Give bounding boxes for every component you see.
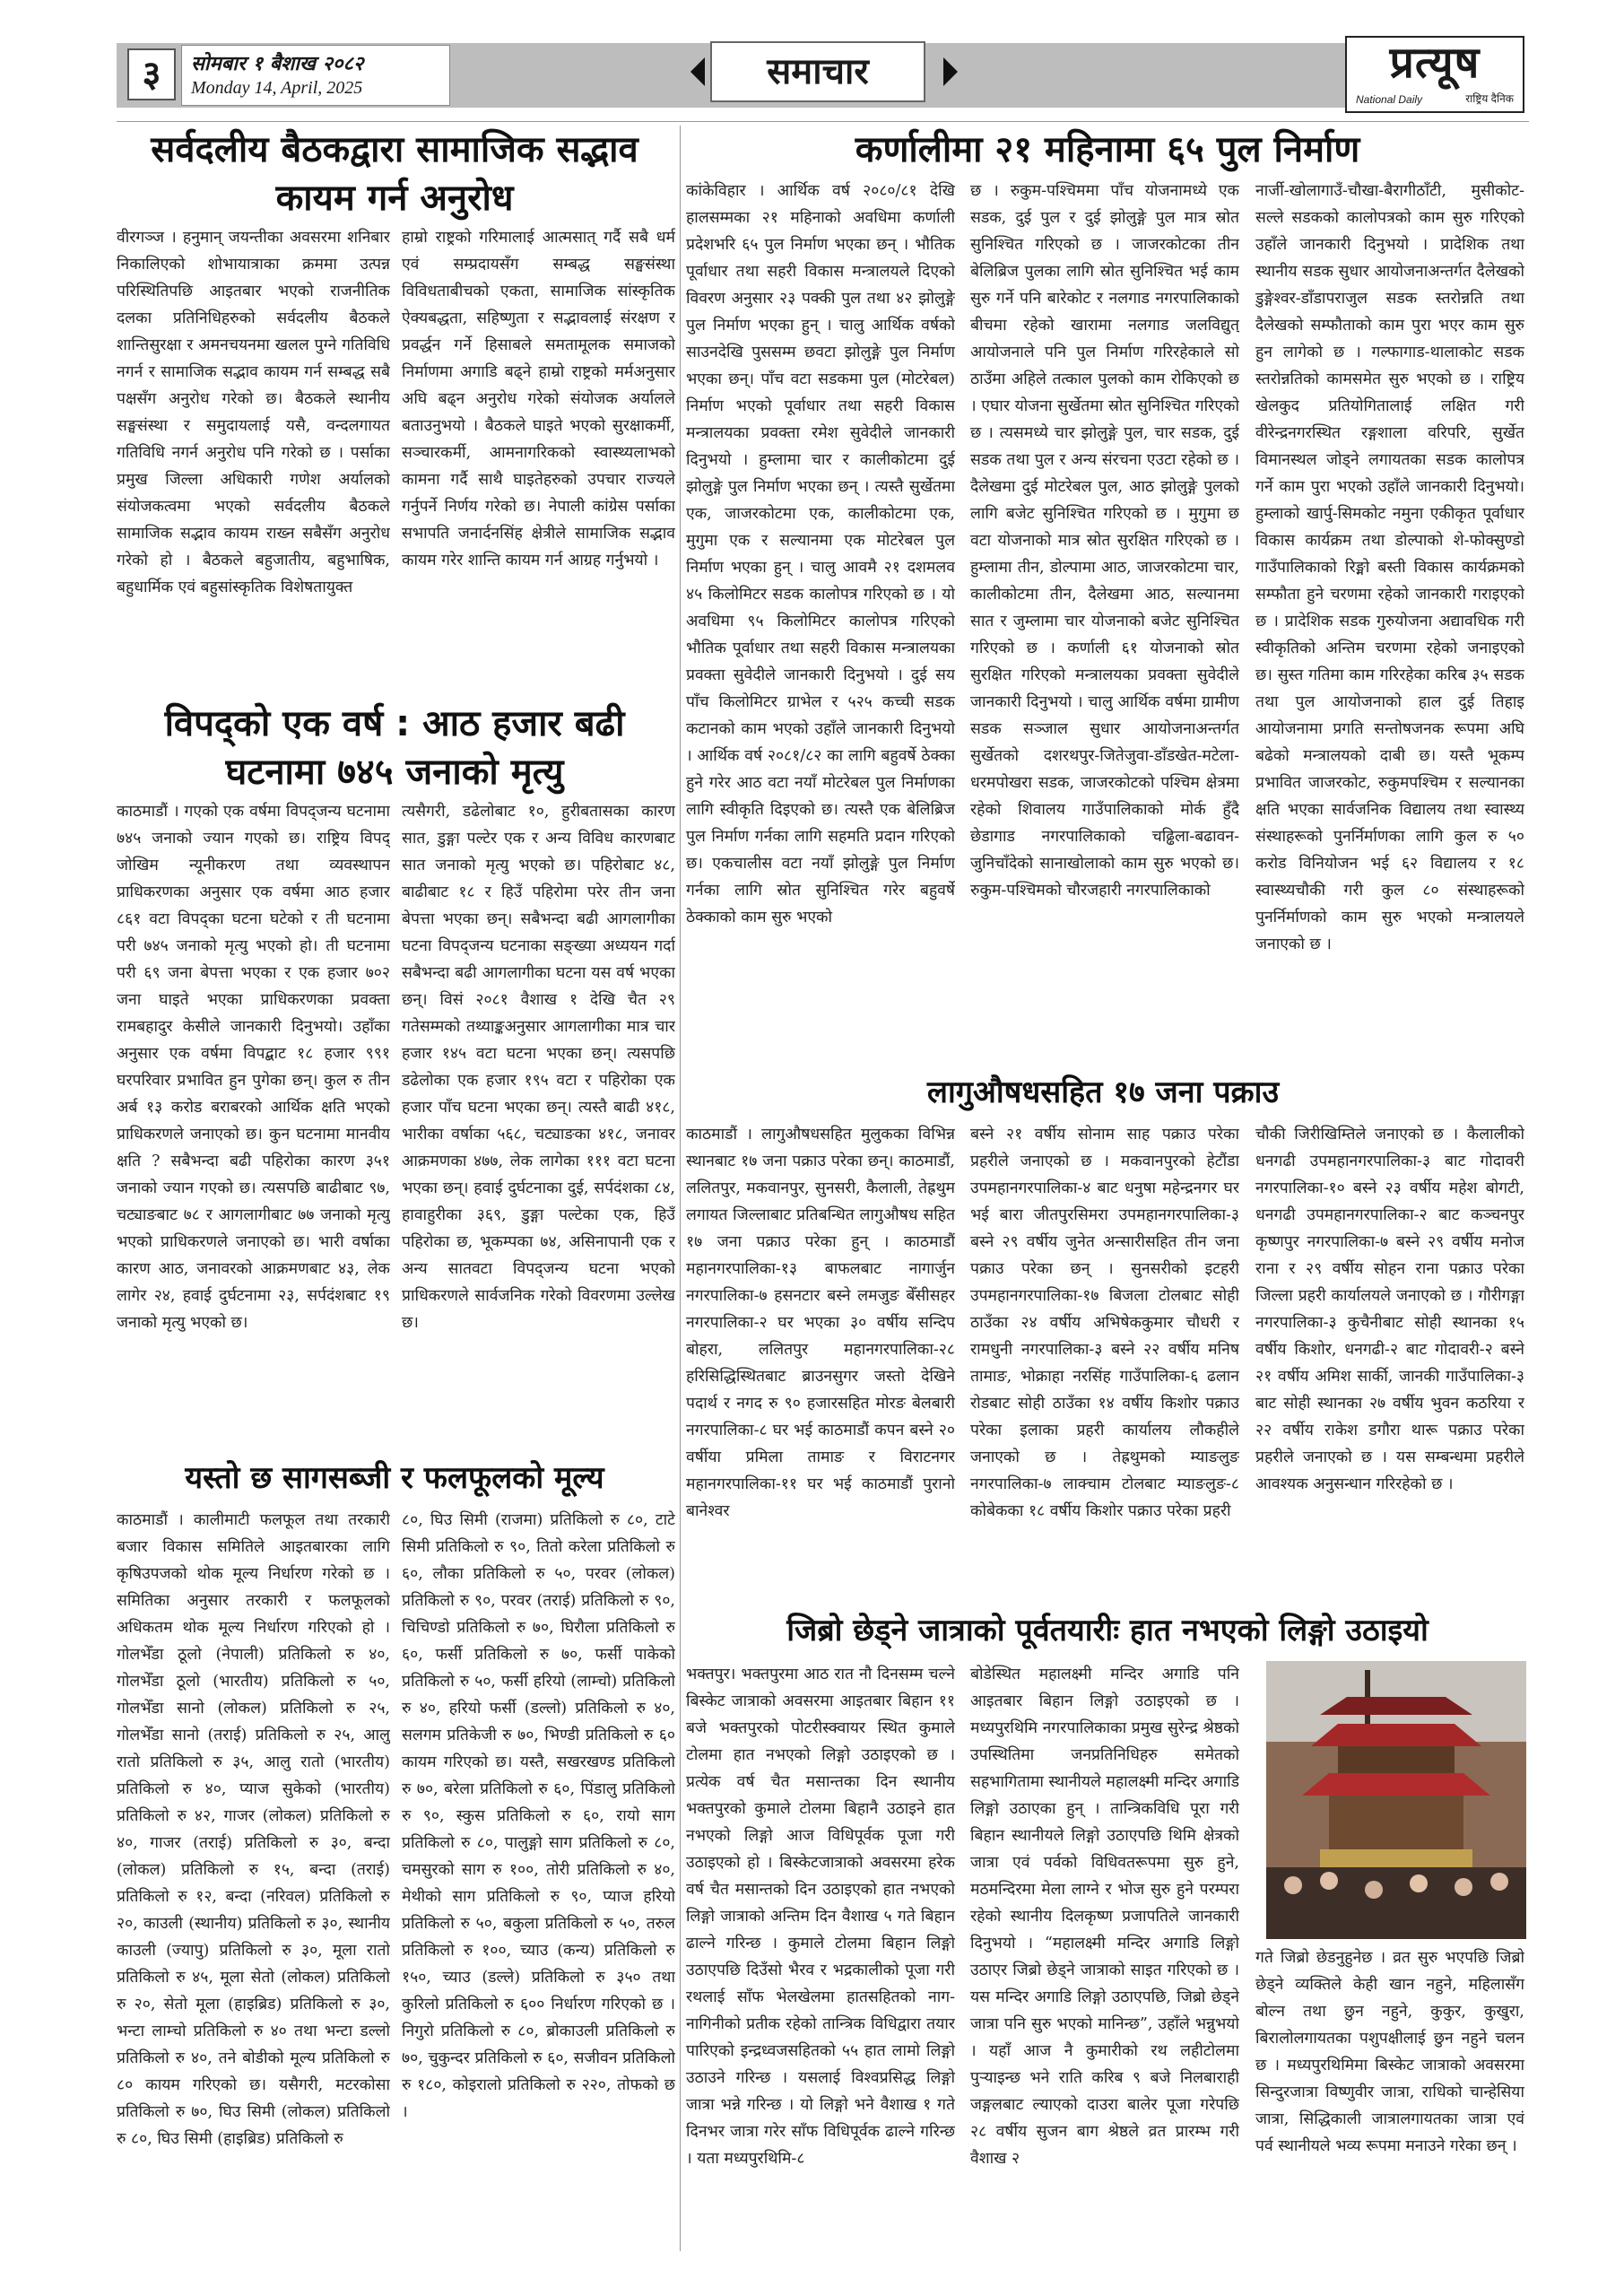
newspaper-logo (1345, 36, 1524, 113)
column-divider (680, 126, 681, 2251)
headline-karnali: कर्णालीमा २१ महिनामा ६५ पुल निर्माण (855, 129, 1360, 170)
jatra-photo (1266, 1661, 1526, 1939)
date-english: Monday 14, April, 2025 (191, 78, 363, 98)
article-saagsabji-col2: ८०, घिउ सिमी (राजमा) प्रतिकिलो रु ८०, टाटे सिमी प्रतिकिलो रु ९०, तितो करेला प्रतिकिलो रु ६०, लौका प्रतिकिलो रु ५०, परवर (लोकल) प्रतिकिलो रु ९०, परवर (तराई) प्रतिकिलो रु ९०, चिचिण्डो प्रतिकिलो रु ७०, घिरौला प्रतिकिलो रु ६०, फर्सी प्रतिकिलो रु ७०, फर्सी पाकेको प्रतिकिलो रु ५०, फर्सी हरियो (लाम्चो) प्रतिकिलो रु ४०, हरियो फर्सी (डल्लो) प्रतिकिलो रु ४०, सलगम प्रतिकेजी रु ७०, भिण्डी प्रतिकिलो रु ६० कायम गरिएको छ। यस्तै, सखरखण्ड प्रतिकिलो रु ७०, बरेला प्रतिकिलो रु ६०, पिंडालु प्रतिकिलो रु ९०, स्कुस प्रतिकिलो रु ६०, रायो साग प्रतिकिलो रु ८०, पालुङ्गो साग प्रतिकिलो रु ८०, चमसुरको साग रु १००, तोरी प्रतिकिलो रु ४०, मेथीको साग प्रतिकिलो रु ९०, प्याज हरियो प्रतिकिलो रु ५०, बकुला प्रतिकिलो रु ५०, तरुल प्रतिकिलो रु १००, च्याउ (कन्य) प्रतिकिलो रु १५०, च्याउ (डल्ले) प्रतिकिलो रु ३५० तथा कुरिलो प्रतिकिलो रु ६०० निर्धारण गरिएको छ । निगुरो प्रतिकिलो रु ८०, ब्रोकाउली प्रतिकिलो रु ७०, चुकुन्दर प्रतिकिलो रु ६०, सजीवन प्रतिकिलो रु १८०, कोइरालो प्रतिकिलो रु २२०, तोफको छ । (402, 1511, 675, 2121)
headline-line-2: घटनामा ७४५ जनाको मृत्यु (225, 752, 564, 793)
article-jibro-col1: भक्तपुर। भक्तपुरमा आठ रात नौ दिनसम्म चल्ने बिस्केट जात्राको अवसरमा आइतबार बिहान ११ बजे भक्तपुरको पोटरीस्क्वायर स्थित कुमाले टोलमा हात नभएको लिङ्गो उठाइएको छ । प्रत्येक वर्ष चैत मसान्तका दिन स्थानीय भक्तपुरको कुमाले टोलमा बिहानै उठाइने हात नभएको लिङ्गो आज विधिपूर्वक पूजा गरी उठाइएको हो । बिस्केटजात्राको अवसरमा हरेक वर्ष चैत मसान्तको दिन उठाइएको हात नभएको लिङ्गो जात्राको अन्तिम दिन वैशाख ५ गते बिहान ढाल्ने गरिन्छ । कुमाले टोलमा बिहान लिङ्गो उठाएपछि दिउँसो भैरव र भद्रकालीको पूजा गरी रथलाई साँफ भेलखेलमा हातसहितको नाग-नागिनीको प्रतीक रहेको तान्त्रिक विधिद्वारा तयार पारिएको इन्द्रध्वजसहितको ५५ हात लामो लिङ्गो उठाउने गरिन्छ । यसलाई विश्वप्रसिद्ध लिङ्गो जात्रा भन्ने गरिन्छ । यो लिङ्गो भने वैशाख १ गते दिनभर जात्रा गरेर साँफ विधिपूर्वक ढाल्ने गरिन्छ । यता मध्यपुरथिमि-८ (686, 1665, 955, 2168)
headline-line-2: कायम गर्न अनुरोध (275, 178, 514, 219)
article-bipad-col2: त्यसैगरी, डढेलोबाट १०, हुरीबतासका कारण सात, डुङ्गा पल्टेर एक र अन्य विविध कारणबाट सात जनाको मृत्यु भएको छ। पहिरोबाट ४८, बाढीबाट १८ र हिउँ पहिरोमा परेर तीन जना बेपत्ता भएका छन्। सबैभन्दा बढी आगलागीका घटना विपद्जन्य घटनाका सङ्ख्या अध्ययन गर्दा सबैभन्दा बढी आगलागीका घटना यस वर्ष भएका छन्। विसं २०८१ वैशाख १ देखि चैत २९ गतेसम्मको तथ्याङ्कअनुसार आगलागीका मात्र चार हजार १४५ वटा घटना भएका छन्। त्यसपछि डढेलोका एक हजार १९५ वटा र पहिरोका एक हजार पाँच घटना भएका छन्। त्यस्तै बाढी ४१८, भारीका वर्षाका ५६८, चट्याङका ४१८, जनावर आक्रमणका ४७७, लेक लागेका १११ वटा घटना भएका छन्। हवाई दुर्घटनाका दुई, सर्पदंशका ८४, हावाहुरीका ३६९, डुङ्गा पल्टेका एक, हिउँ पहिरोका छ, भूकम्पका ७४, असिनापानी एक र अन्य सातवटा विपद्जन्य घटना भएको प्राधिकरणले सार्वजनिक गरेको विवरणमा उल्लेख छ। (402, 803, 675, 1332)
masthead (117, 36, 1515, 117)
arrow-right-icon (943, 57, 958, 86)
article-saagsabji-col1: काठमाडौं । कालीमाटी फलफूल तथा तरकारी बजार विकास समितिले आइतबारका लागि कृषिउपजको थोक मूल्य निर्धारण गरेको छ । समितिका अनुसार तरकारी र फलफूलको अधिकतम थोक मूल्य निर्धारण गरिएको हो । गोलभेँडा ठूलो (नेपाली) प्रतिकिलो रु ४०, गोलभेँडा ठूलो (भारतीय) प्रतिकिलो रु ५०, गोलभेँडा सानो (लोकल) प्रतिकिलो रु २५, गोलभेँडा सानो (तराई) प्रतिकिलो रु २५, आलु रातो प्रतिकिलो रु ३५, आलु रातो (भारतीय) प्रतिकिलो रु ४०, प्याज सुकेको (भारतीय) प्रतिकिलो रु ४२, गाजर (लोकल) प्रतिकिलो रु ४०, गाजर (तराई) प्रतिकिलो रु ३०, बन्दा (लोकल) प्रतिकिलो रु १५, बन्दा (तराई) प्रतिकिलो रु १२, बन्दा (नरिवल) प्रतिकिलो रु २०, काउली (स्थानीय) प्रतिकिलो रु ३०, स्थानीय काउली (ज्यापु) प्रतिकिलो रु ३०, मूला रातो प्रतिकिलो रु ४५, मूला सेतो (लोकल) प्रतिकिलो रु २०, सेतो मूला (हाइब्रिड) प्रतिकिलो रु ३०, भन्टा लाम्चो प्रतिकिलो रु ४० तथा भन्टा डल्लो प्रतिकिलो रु ४०, तने बोडीको मूल्य प्रतिकिलो रु ८० कायम गरिएको छ। यसैगरी, मटरकोसा प्रतिकिलो रु ७०, घिउ सिमी (लोकल) प्रतिकिलो रु ८०, घिउ सिमी (हाइब्रिड) प्रतिकिलो रु (117, 1511, 390, 2148)
article-jibro-col3: गते जिब्रो छेडनुहुनेछ । व्रत सुरु भएपछि जिब्रो छेड्ने व्यक्तिले केही खान नहुने, महिलासँग बोल्न तथा छुन नहुने, कुकुर, कुखुरा, बिरालोलगायतका पशुपक्षीलाई छुन नहुने चलन छ । मध्यपुरथिमिमा बिस्केट जात्राको अवसरमा सिन्दुरजात्रा विष्णुवीर जात्रा, राधिको चान्हेसिया जात्रा, सिद्धिकाली जात्रालगायतका जात्रा एवं पर्व स्थानीयले भव्य रूपमा मनाउने गरेका छन् । (1255, 1949, 1524, 2155)
article-sarbadaliya-col1: वीरगञ्ज । हनुमान् जयन्तीका अवसरमा शनिबार निकालिएको शोभायात्राका क्रममा उत्पन्न परिस्थितिपछि आइतबार भएको राजनीतिक दलका प्रतिनिधिहरुको सर्वदलीय बैठकले शान्तिसुरक्षा र अमनचयनमा खलल पुग्ने गतिविधि नगर्न र सामाजिक सद्भाव कायम गर्न सम्बद्ध सबै पक्षसँग अनुरोध गरेको छ। बैठकले स्थानीय सङ्घसंस्था र समुदायलाई यसै, वन्दलगायत गतिविधि नगर्न अनुरोध पनि गरेको छ । पर्साका प्रमुख जिल्ला अधिकारी गणेश अर्यालको संयोजकत्वमा भएको सर्वदलीय बैठकले सामाजिक सद्भाव कायम राख्न सबैसँग अनुरोध गरेको हो । बैठकले बहुजातीय, बहुभाषिक, बहुधार्मिक एवं बहुसांस्कृतिक विशेषतायुक्त (117, 229, 390, 596)
logo-tagline-en: National Daily (1356, 93, 1423, 106)
logo-name: प्रत्यूष (1389, 38, 1481, 88)
section-label: समाचार (710, 41, 925, 102)
top-rule (117, 121, 1529, 122)
headline-line-1: सर्वदलीय बैठकद्वारा सामाजिक सद्भाव (151, 129, 638, 170)
article-karnali-col3: नार्जी-खोलागाउँ-चौखा-बैरागीठाँटी, मुसीकोट-सल्ले सडकको कालोपत्रको काम सुरु गरिएको उहाँले जानकारी दिनुभयो । प्रादेशिक तथा स्थानीय सडक सुधार आयोजनाअन्तर्गत दैलेखको डुङ्गेश्वर-डाँडापराजुल सडक स्तरोन्नति तथा दैलेखको सम्फौताको काम पुरा भएर काम सुरु हुन लागेको छ । गल्फागाड-थालाकोट सडक स्तरोन्नतिको कामसमेत सुरु भएको छ । राष्ट्रिय खेलकुद प्रतियोगितालाई लक्षित गरी वीरेन्द्रनगरस्थित रङ्गशाला वरिपरि, सुर्खेत विमानस्थल जोड्ने लगायतका सडक कालोपत्र गर्ने काम पुरा भएको उहाँले जानकारी दिनुभयो। हुम्लाको खार्पु-सिमकोट नमुना एकीकृत पूर्वाधार विकास कार्यक्रम तथा डोल्पाको शे-फोक्सुण्डो गाउँपालिकाको रिङ्मो बस्ती विकास कार्यक्रमको सम्फौता हुने चरणमा रहेको जानकारी गराइएको छ । प्रादेशिक सडक गुरुयोजना अद्यावधिक गरी स्वीकृतिको अन्तिम चरणमा रहेको जनाइएको छ। सुस्त गतिमा काम गरिरहेका करिब ३५ सडक तथा पुल आयोजनाको हाल दुई तिहाइ आयोजनामा प्रगति सन्तोषजनक रूपमा अघि बढेको मन्त्रालयको दाबी छ। यस्तै भूकम्प प्रभावित जाजरकोट, रुकुमपश्चिम र सल्यानका क्षति भएका सार्वजनिक विद्यालय तथा स्वास्थ्य संस्थाहरूको पुनर्निर्माणका लागि कुल रु ५० करोड विनियोजन भई ६२ विद्यालय र १८ स्वास्थ्यचौकी गरी कुल ८० संस्थाहरूको पुनर्निर्माणको काम सुरु भएको मन्त्रालयले जनाएको छ । (1255, 182, 1524, 953)
headline-line-1: विपद्को एक वर्ष : आठ हजार बढी (164, 703, 625, 744)
article-jibro-col2: बोडेस्थित महालक्ष्मी मन्दिर अगाडि पनि आइतबार बिहान लिङ्गो उठाइएको छ । मध्यपुरथिमि नगरपालिकाका प्रमुख सुरेन्द्र श्रेष्ठको उपस्थितिमा जनप्रतिनिधिहरु समेतको सहभागितामा स्थानीयले महालक्ष्मी मन्दिर अगाडि लिङ्गो उठाएका हुन् । तान्त्रिकविधि पूरा गरी बिहान स्थानीयले लिङ्गो उठाएपछि थिमि क्षेत्रको जात्रा एवं पर्वको विधिवतरूपमा सुरु हुने, मठमन्दिरमा मेला लाग्ने र भोज सुरु हुने परम्परा रहेको स्थानीय दिलकृष्ण प्रजापतिले जानकारी दिनुभयो । “महालक्ष्मी मन्दिर अगाडि लिङ्गो उठाएर जिब्रो छेड्ने जात्राको साइत गरिएको छ । यस मन्दिर अगाडि लिङ्गो उठाएपछि, जिब्रो छेड्ने जात्रा पनि सुरु भएको मानिन्छ”, उहाँले भन्नुभयो । यहाँ आज नै कुमारीको रथ लहीटोलमा पुऱ्याइन्छ भने राति करिब ९ बजे निलबाराही जङ्गलबाट ल्याएको दाउरा बालेर पूजा गरेपछि २८ वर्षीय सुजन बाग श्रेष्ठले व्रत प्रारम्भ गरी वैशाख २ (970, 1665, 1239, 2168)
article-karnali-col1: कांकेविहार । आर्थिक वर्ष २०८०/८१ देखि हालसम्मका २१ महिनाको अवधिमा कर्णाली प्रदेशभरि ६५ पुल निर्माण भएका छन् । भौतिक पूर्वाधार तथा सहरी विकास मन्त्रालयले दिएको विवरण अनुसार २३ पक्की पुल तथा ४२ झोलुङ्गे पुल निर्माण भएका हुन् । चालु आर्थिक वर्षको साउनदेखि पुससम्म छवटा झोलुङ्गे पुल निर्माण भएका छन्। पाँच वटा सडकमा पुल (मोटरेबल) निर्माण भएको पूर्वाधार तथा सहरी विकास मन्त्रालयका प्रवक्ता रमेश सुवेदीले जानकारी दिनुभयो । हुम्लामा चार र कालीकोटमा दुई झोलुङ्गे पुल निर्माण भएका छन् । त्यस्तै सुर्खेतमा एक, जाजरकोटमा एक, कालीकोटमा एक, मुगुमा एक र सल्यानमा एक मोटरेबल पुल निर्माण भएका हुन् । चालु आवमै २१ दशमलव ४५ किलोमिटर सडक कालोपत्र गरिएको छ । यो अवधिमा ९५ किलोमिटर कालोपत्र गरिएको भौतिक पूर्वाधार तथा सहरी विकास मन्त्रालयका प्रवक्ता सुवेदीले जानकारी दिनुभयो । दुई सय पाँच किलोमिटर ग्राभेल र ५२५ कच्ची सडक कटानको काम भएको उहाँले जानकारी दिनुभयो । आर्थिक वर्ष २०८१/८२ का लागि बहुवर्षे ठेक्का हुने गरेर आठ वटा नयाँ मोटरेबल पुल निर्माणका लागि स्वीकृति दिइएको छ। त्यस्तै एक बेलिब्रिज पुल निर्माण गर्नका लागि सहमति प्रदान गरिएको छ। एकचालीस वटा नयाँ झोलुङ्गे पुल निर्माण गर्नका लागि स्रोत सुनिश्चित गरेर बहुवर्षे ठेक्काको काम सुरु भएको (686, 182, 955, 926)
date-nepali: सोमबार १ बैशाख २०८२ (191, 52, 364, 75)
page-number: ३ (127, 48, 176, 100)
headline-laguausadh: लागुऔषधसहित १७ जना पक्राउ (926, 1074, 1280, 1110)
arrow-left-icon (690, 57, 705, 86)
article-sarbadaliya-col2: हाम्रो राष्ट्रको गरिमालाई आत्मसात् गर्दै सबै धर्म एवं सम्प्रदायसँग सम्बद्ध सङ्घसंस्था विविधताबीचको एकता, सामाजिक सांस्कृतिक ऐक्यबद्धता, सहिष्णुता र सद्भावलाई संरक्षण र प्रवर्द्धन गर्ने हिसाबले समतामूलक समाजको निर्माणमा अगाडि बढ्ने हाम्रो राष्ट्रको मर्मअनुसार अघि बढ्न अनुरोध गरेको संयोजक अर्यालले बताउनुभयो । बैठकले घाइते भएको सुरक्षाकर्मी, सञ्चारकर्मी, आमनागरिकको स्वास्थ्यलाभको कामना गर्दै साथै घाइतेहरुको उपचार राज्यले गर्नुपर्ने निर्णय गरेको छ। नेपाली कांग्रेस पर्साका सभापति जनार्दनसिंह क्षेत्रीले सामाजिक सद्भाव कायम गरेर शान्ति कायम गर्न आग्रह गर्नुभयो । (402, 229, 675, 570)
article-bipad-col1: काठमाडौं । गएको एक वर्षमा विपद्जन्य घटनामा ७४५ जनाको ज्यान गएको छ। राष्ट्रिय विपद् जोखिम न्यूनीकरण तथा व्यवस्थापन प्राधिकरणका अनुसार एक वर्षमा आठ हजार ८६१ वटा विपद्का घटना घटेको र ती घटनामा परी ७४५ जनाको मृत्यु भएको हो। ती घटनामा परी ६९ जना बेपत्ता भएका र एक हजार ७०२ जना घाइते भएका प्राधिकरणका प्रवक्ता रामबहादुर केसीले जानकारी दिनुभयो। उहाँका अनुसार एक वर्षमा विपद्बाट १८ हजार ९९१ घरपरिवार प्रभावित हुन पुगेका छन्। कुल रु तीन अर्ब १३ करोड बराबरको आर्थिक क्षति भएको प्राधिकरणले जनाएको छ। कुन घटनामा मानवीय क्षति ? सबैभन्दा बढी पहिरोका कारण ३५१ जनाको ज्यान गएको छ। त्यसपछि बाढीबाट ९७, चट्याङबाट ७८ र आगलागीबाट ७७ जनाको मृत्यु भएको प्राधिकरणले जनाएको छ। भारी वर्षाका कारण आठ, जनावरको आक्रमणबाट ४३, लेक लागेर २४, हवाई दुर्घटनामा २३, सर्पदंशबाट १९ जनाको मृत्यु भएको छ। (117, 803, 390, 1332)
jatra-photo-image (1266, 1661, 1526, 1939)
headline-sarbadaliya (117, 126, 673, 222)
headline-jibro: जिब्रो छेड्ने जात्राको पूर्वतयारीः हात नभएको लिङ्गो उठाइयो (786, 1613, 1429, 1648)
date-box (181, 45, 450, 106)
logo-tagline-np: राष्ट्रिय दैनिक (1465, 92, 1514, 105)
headline-bipad (117, 700, 673, 796)
article-laguausadh-col3: चौकी जिरीखिम्तिले जनाएको छ । कैलालीको धनगढी उपमहानगरपालिका-३ बाट गोदावरी नगरपालिका-१० बस्ने २३ वर्षीय महेश बोगटी, धनगढी उपमहानगरपालिका-२ बाट कञ्चनपुर कृष्णपुर नगरपालिका-७ बस्ने २९ वर्षीय मनोज राना र २९ वर्षीय सोहन राना पक्राउ परेका जिल्ला प्रहरी कार्यालयले जनाएको छ । गौरीगङ्गा नगरपालिका-३ कुचैनीबाट सोही स्थानका १५ वर्षीय किशोर, धनगढी-२ बाट गोदावरी-२ बस्ने २१ वर्षीय अमिश सार्की, जानकी गाउँपालिका-३ बाट सोही स्थानका २७ वर्षीय भुवन कठरिया र २२ वर्षीय राकेश डगौरा थारू पक्राउ परेका प्रहरीले जनाएको छ । यस सम्बन्धमा प्रहरीले आवश्यक अनुसन्धान गरिरहेको छ । (1255, 1126, 1524, 1493)
article-laguausadh-col2: बस्ने २१ वर्षीय सोनाम साह पक्राउ परेका प्रहरीले जनाएको छ । मकवानपुरको हेटौंडा उपमहानगरपालिका-४ बाट धनुषा महेन्द्रनगर घर भई बारा जीतपुरसिमरा उपमहानगरपालिका-३ बस्ने २९ वर्षीय जुनेत अन्सारीसहित तीन जना पक्राउ परेका छन् । सुनसरीको इटहरी उपमहानगरपालिका-१७ बिजला टोलबाट सोही ठाउँका २४ वर्षीय अभिषेककुमार चौधरी र रामधुनी नगरपालिका-३ बस्ने २२ वर्षीय मनिष तामाङ, भोक्राहा नरसिंह गाउँपालिका-६ ढलान रोडबाट सोही ठाउँका १४ वर्षीय किशोर पक्राउ परेका इलाका प्रहरी कार्यालय लौकहीले जनाएको छ । तेह्रथुमको म्याङलुङ नगरपालिका-७ लाक्चाम टोलबाट म्याङलुङ-८ कोबेकका १८ वर्षीय किशोर पक्राउ परेका प्रहरी (970, 1126, 1239, 1520)
article-karnali-col2: छ । रुकुम-पश्चिममा पाँच योजनामध्ये एक सडक, दुई पुल र दुई झोलुङ्गे पुल मात्र स्रोत सुनिश्चित गरिएको छ । जाजरकोटका तीन बेलिब्रिज पुलका लागि स्रोत सुनिश्चित भई काम सुरु गर्ने पनि बारेकोट र नलगाड नगरपालिकाको बीचमा रहेको खारामा नलगाड जलविद्युत् आयोजनाले पनि पुल निर्माण गरिरहेकाले सो ठाउँमा अहिले तत्काल पुलको काम रोकिएको छ । एघार योजना सुर्खेतमा स्रोत सुनिश्चित गरिएको छ । त्यसमध्ये चार झोलुङ्गे पुल, चार सडक, दुई सडक तथा पुल र अन्य संरचना एउटा रहेको छ । दैलेखमा दुई मोटरेबल पुल, आठ झोलुङ्गे पुलको लागि बजेट सुनिश्चित गरिएको छ । मुगुमा छ वटा योजनाको मात्र स्रोत सुरक्षित गरिएको छ । हुम्लामा तीन, डोल्पामा आठ, जाजरकोटमा चार, कालीकोटमा तीन, दैलेखमा आठ, सल्यानमा सात र जुम्लामा चार योजनाको बजेट सुनिश्चित गरिएको छ । कर्णाली ६१ योजनाको स्रोत सुरक्षित गरिएको मन्त्रालयका प्रवक्ता सुवेदीले जानकारी दिनुभयो । चालु आर्थिक वर्षमा ग्रामीण सडक सञ्जाल सुधार आयोजनाअन्तर्गत सुर्खेतको दशरथपुर-जितेजुवा-डाँडखेत-मटेला-धरमपोखरा सडक, जाजरकोटको पश्चिम क्षेत्रमा रहेको शिवालय गाउँपालिकाको मोर्क हुँदै छेडागाड नगरपालिकाको चढ्ढिला-बढावन-जुनिचाँदेको सानाखोलाको काम सुरु भएको छ। रुकुम-पश्चिमको चौरजहारी नगरपालिकाको (970, 182, 1239, 900)
headline-saagsabji: यस्तो छ सागसब्जी र फलफूलको मूल्य (185, 1460, 604, 1496)
article-laguausadh-col1: काठमाडौं । लागुऔषधसहित मुलुकका विभिन्न स्थानबाट १७ जना पक्राउ परेका छन्। काठमाडौं, ललितपुर, मकवानपुर, सुनसरी, कैलाली, तेह्रथुम लगायत जिल्लाबाट प्रतिबन्धित लागुऔषध सहित १७ जना पक्राउ परेका हुन् । काठमाडौं महानगरपालिका-१३ बाफलबाट नागार्जुन नगरपालिका-७ हसनटार बस्ने लमजुङ बेँसीसहर नगरपालिका-२ घर भएका ३० वर्षीय सन्दिप बोहरा, ललितपुर महानगरपालिका-२८ हरिसिद्धिस्थितबाट ब्राउनसुगर जस्तो देखिने पदार्थ र नगद रु ९० हजारसहित मोरङ बेलबारी नगरपालिका-८ घर भई काठमाडौं कपन बस्ने २० वर्षीया प्रमिला तामाङ र विराटनगर महानगरपालिका-११ घर भई काठमाडौं पुरानो बानेश्वर (686, 1126, 955, 1520)
